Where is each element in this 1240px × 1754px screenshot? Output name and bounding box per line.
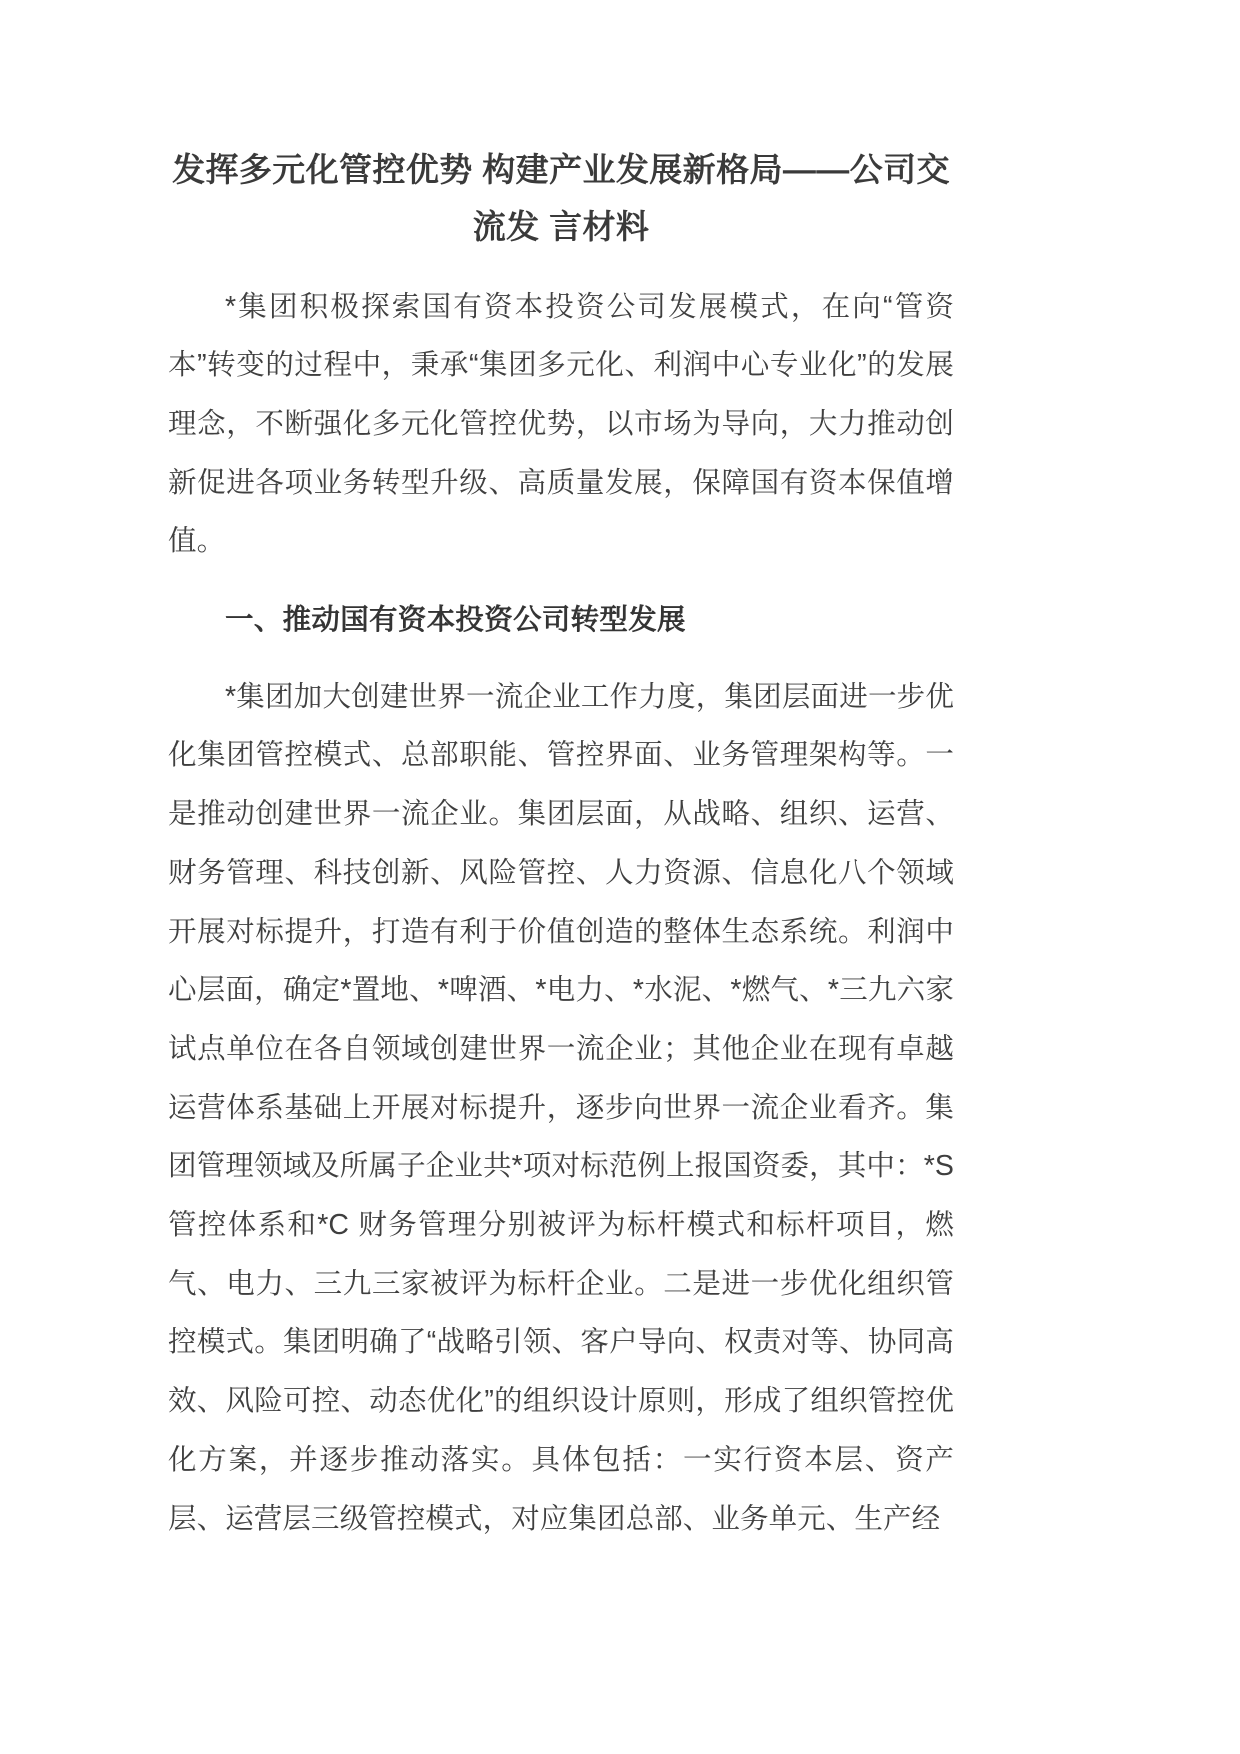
page-title-line-1: 发挥多元化管控优势 构建产业发展新格局——公司交流发 xyxy=(172,151,950,245)
section-heading-1: 一、推动国有资本投资公司转型发展 xyxy=(225,604,686,637)
page-title-line-2: 言材料 xyxy=(549,207,650,245)
section-body-paragraph: *集团加大创建世界一流企业工作力度，集团层面进一步优化集团管控模式、总部职能、管控界面、业务管理架构等。一是推动创建世界一流企业。集团层面，从战略、组织、运营、财务管理、科技创新、风险管控、人力资源、信息化八个领域开展对标提升，打造有利于价值创造的整体生态系统。利润中心层面，确定*置地、*啤酒、*电力、*水泥、*燃气、*三九六家试点单位在各自领域创建世界一流企业；其他企业在现有卓越运营体系基础上开展对标提升，逐步向世界一流企业看齐。集团管理领域及所属子企业共*项对标范例上报国资委，其中：*S 管控体系和*C 财务管理分别被评为标杆模式和标杆项目，燃气、电力、三九三家被评为标杆企业。二是进一步优化组织管控模式。集团明确了“战略引领、客户导向、权责对等、协同高效、风险可控、动态优化”的组织设计原则，形成了组织管控优化方案，并逐步推动落实。具体包括：一实行资本层、资产层、运营层三级管控模式，对应集团总部、业务单元、生产经 xyxy=(168,680,954,1535)
page-title xyxy=(168,0,954,256)
intro-paragraph: *集团积极探索国有资本投资公司发展模式，在向“管资本”转变的过程中，秉承“集团多元化、利润中心专业化”的发展理念，不断强化多元化管控优势，以市场为导向，大力推动创新促进各项业务转型升级、高质量发展，保障国有资本保值增值。 xyxy=(168,290,954,558)
document-content xyxy=(168,0,954,1548)
